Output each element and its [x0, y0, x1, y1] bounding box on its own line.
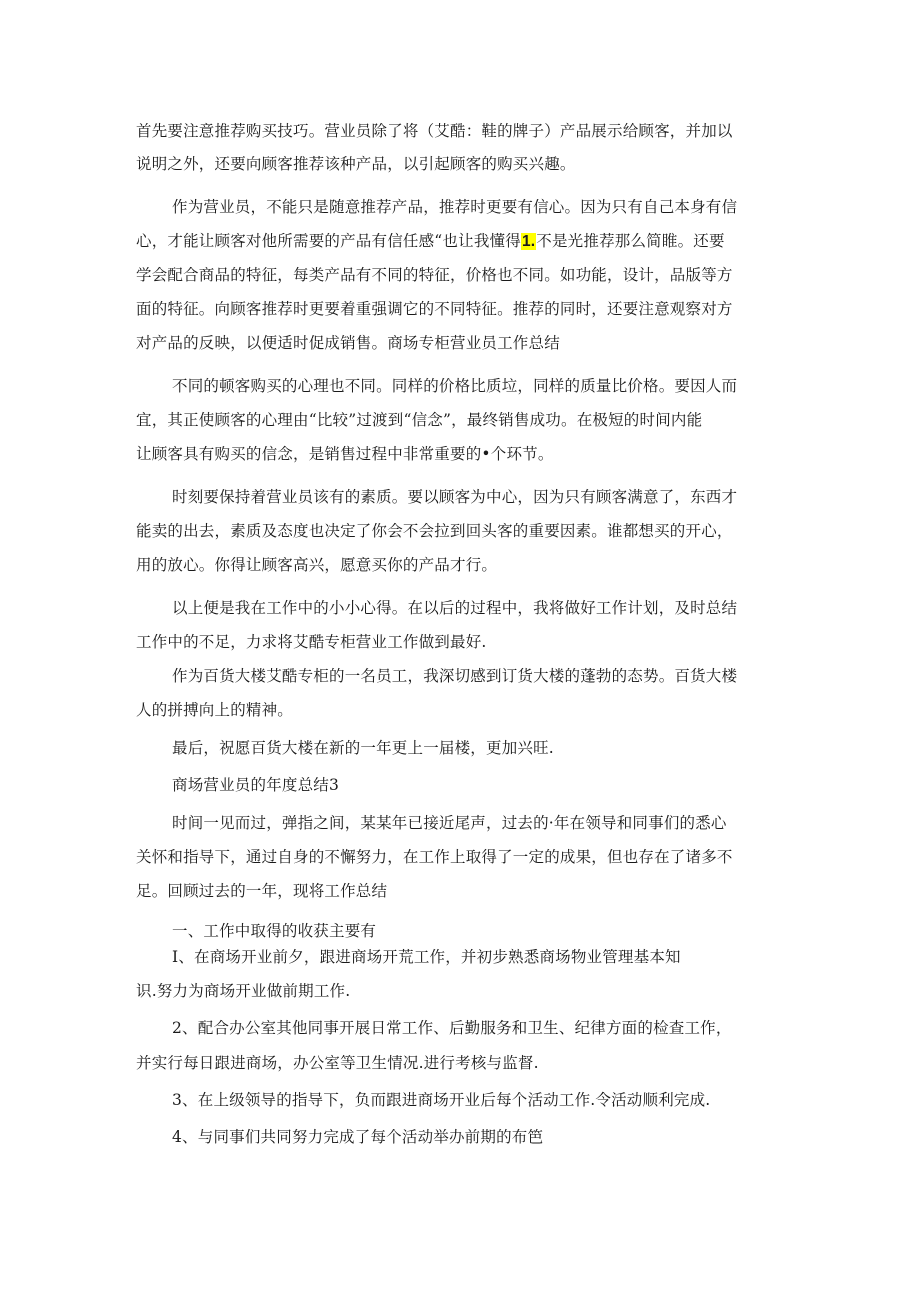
paragraph-2-line-2-text-b: 不是光推荐那么简睢。还要 [536, 232, 725, 250]
paragraph-3-line-1: 不同的顿客购买的心理也不同。同样的价格比质垃，同样的质量比价格。要因人而 [172, 377, 738, 395]
paragraph-5-line-1: 以上便是我在工作中的小小心得。在以后的过程中，我将做好工作计划，及时总结 [172, 599, 738, 617]
paragraph-5-line-2: 工作中的不足，力求将艾酷专柜营业工作做到最好. [136, 633, 487, 651]
subsection-title: 一、工作中取得的收获主要有 [172, 922, 377, 940]
paragraph-2-line-3: 学会配合商品的特征，每类产品有不同的特征，价格也不同。如功能，设计，品版等方 [136, 266, 733, 284]
paragraph-8-line-1: 时间一见而过，弹指之间，某某年已接近尾声，过去的·年在领导和同事们的悉心 [172, 814, 727, 832]
paragraph-6-line-2: 人的拼搏向上的精神。 [136, 701, 294, 719]
list-item-3-line-1: 3、在上级领导的指导下，负而跟进商场开业后每个活动工作.令活动顺利完成. [172, 1091, 711, 1109]
paragraph-3-line-2: 宜，其正使顾客的心理由“比较”过渡到“信念”，最终销售成功。在极短的时间内能 [136, 411, 703, 429]
paragraph-6-line-1: 作为百货大楼艾酷专柜的一名员工，我深切感到订货大楼的蓬勃的态势。百货大楼 [172, 667, 738, 685]
paragraph-4-line-3: 用的放心。你得让顾客高兴，愿意买你的产品才行。 [136, 556, 498, 574]
list-item-2-line-2: 并实行每日跟进商场，办公室等卫生情况.进行考核与监督. [136, 1054, 539, 1072]
paragraph-2-line-1: 作为营业员，不能只是随意推荐产品，推荐时更要有信心。因为只有自己本身有信 [172, 198, 738, 216]
paragraph-4-line-2: 能卖的出去，素质及态度也决定了你会不会拉到回头客的重要因素。谁都想买的开心， [136, 522, 733, 540]
paragraph-2-line-2 [136, 230, 725, 253]
list-item-2-line-1: 2、配合办公室其他同事开展日常工作、后勤服务和卫生、纪律方面的检查工作， [172, 1019, 732, 1037]
list-item-1-line-2: 识.努力为商场开业做前期工作. [136, 982, 351, 1000]
paragraph-4-line-1: 时刻要保持着营业员该有的素质。要以顾客为中心，因为只有顾客满意了，东西才 [172, 488, 738, 506]
paragraph-3-line-3: 让顾客具有购买的信念，是销售过程中非常重要的•个环节。 [136, 445, 554, 463]
highlighted-marker: 1. [521, 233, 536, 250]
paragraph-2-line-2-text-a: 心，才能让顾客对他所需要的产品有信任感“也让我懂得 [136, 232, 521, 250]
section-heading: 商场营业员的年度总结3 [172, 776, 340, 794]
paragraph-8-line-3: 足。回顾过去的一年，现将工作总结 [136, 882, 388, 900]
paragraph-2-line-4: 面的特征。向顾客推荐时更要着重强调它的不同特征。推荐的同时，还要注意观察对方 [136, 300, 733, 318]
paragraph-2-line-5: 对产品的反映，以便适时促成销售。商场专柜营业员工作总结 [136, 334, 560, 352]
paragraph-1-line-2: 说明之外，还要向顾客推荐该种产品，以引起顾客的购买兴趣。 [136, 155, 576, 173]
paragraph-7-line-1: 最后，祝愿百货大楼在新的一年更上一届楼，更加兴旺. [172, 739, 554, 757]
list-item-1-line-1: I、在商场开业前夕，跟进商场开荒工作，并初步熟悉商场物业管理基本知 [172, 948, 681, 966]
list-item-4-line-1: 4、与同事们共同努力完成了每个活动举办前期的布笆 [172, 1128, 544, 1146]
paragraph-8-line-2: 关怀和指导下，通过自身的不懈努力，在工作上取得了一定的成果，但也存在了诸多不 [136, 848, 733, 866]
paragraph-1-line-1: 首先要注意推荐购买技巧。营业员除了将（艾酷：鞋的牌子）产品展示给顾客，并加以 [136, 122, 733, 140]
